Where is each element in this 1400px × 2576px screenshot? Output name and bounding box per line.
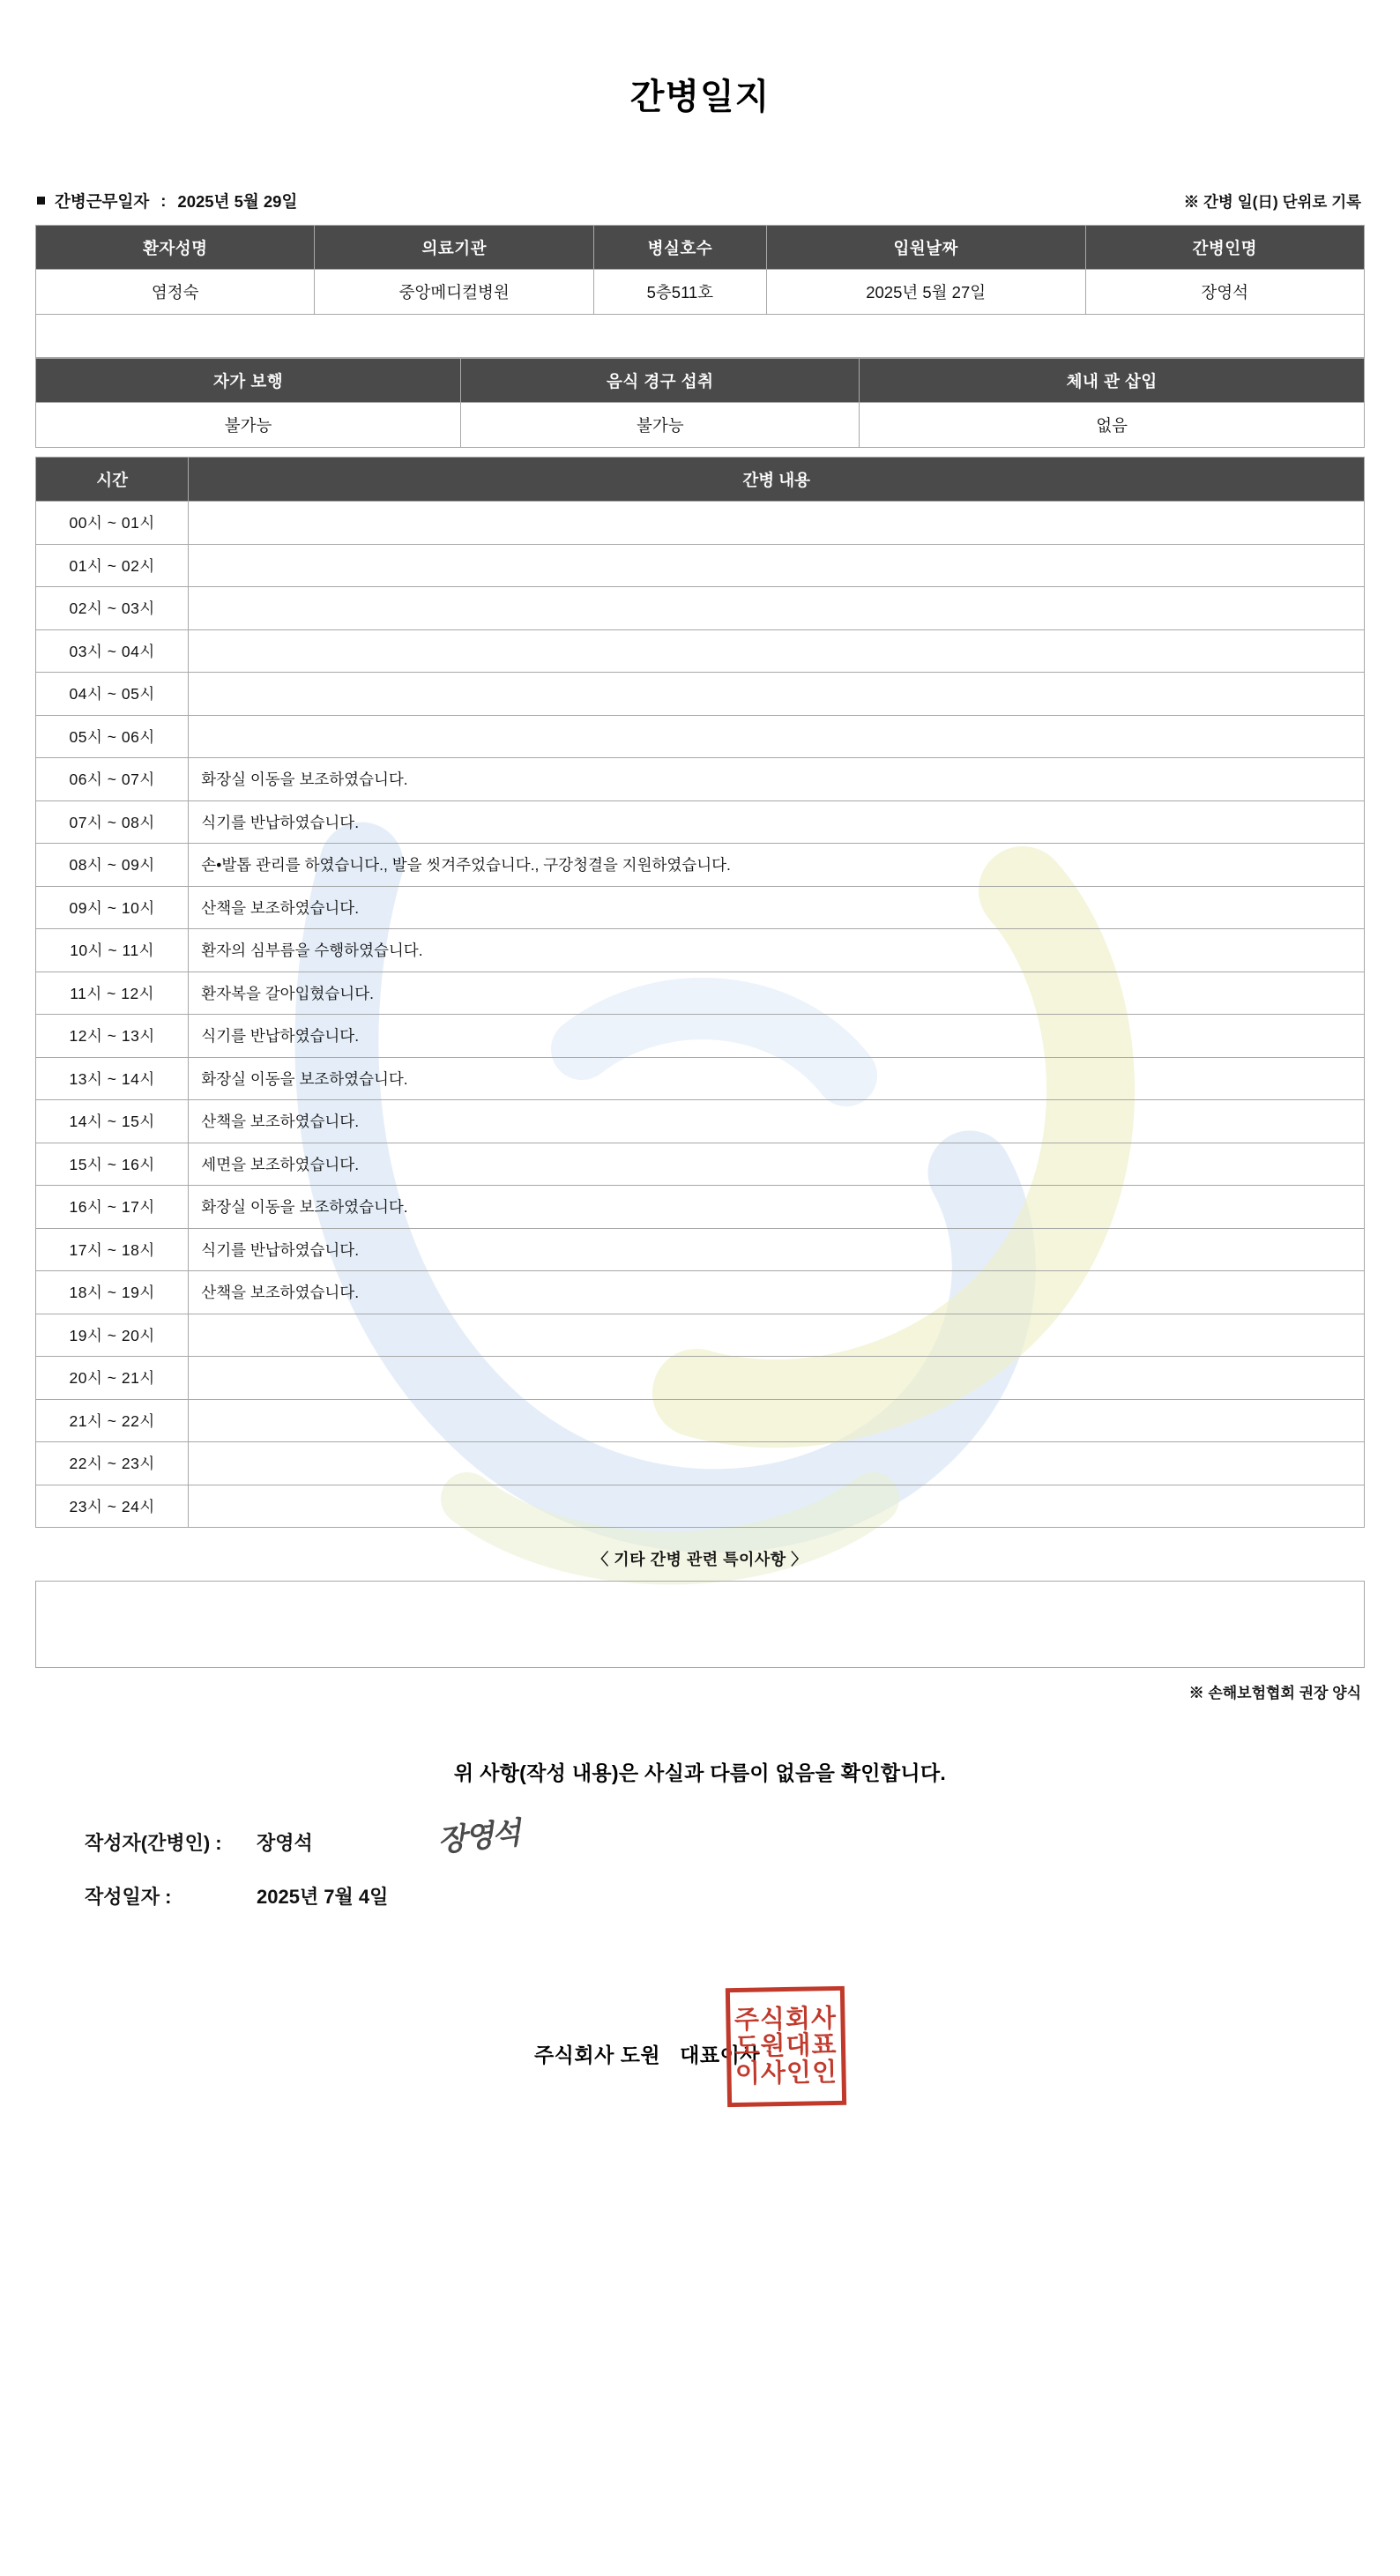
date-line xyxy=(85,1882,1365,1910)
td-oral-intake: 불가능 xyxy=(461,403,860,448)
patient-info-table xyxy=(35,225,1365,358)
cell-note[interactable] xyxy=(189,544,1365,587)
table-row xyxy=(36,1186,1365,1229)
td-caregiver-name: 장영석 xyxy=(1085,270,1364,315)
cell-time: 22시 ~ 23시 xyxy=(36,1442,189,1485)
table-row xyxy=(36,1442,1365,1485)
table-row xyxy=(36,1057,1365,1100)
table-row xyxy=(36,758,1365,801)
td-self-walking: 불가능 xyxy=(36,403,461,448)
table-row xyxy=(36,715,1365,758)
td-patient-name: 염정숙 xyxy=(36,270,315,315)
table-row xyxy=(36,1485,1365,1528)
th-time: 시간 xyxy=(36,458,189,502)
company-role: 대표이사 xyxy=(680,2043,761,2066)
cell-note[interactable]: 식기를 반납하였습니다. xyxy=(189,800,1365,844)
table-row xyxy=(36,544,1365,587)
cell-note[interactable] xyxy=(189,1314,1365,1357)
cell-note[interactable]: 화장실 이동을 보조하였습니다. xyxy=(189,1057,1365,1100)
cell-time: 07시 ~ 08시 xyxy=(36,800,189,844)
table-row xyxy=(36,673,1365,716)
cell-note[interactable] xyxy=(189,1357,1365,1400)
th-internal-tube: 체내 관 삽입 xyxy=(860,359,1365,403)
table-row xyxy=(36,1100,1365,1143)
table-spacer xyxy=(36,315,1365,358)
condition-header-row xyxy=(36,359,1365,403)
company-row xyxy=(35,1978,1365,2111)
condition-table xyxy=(35,358,1365,448)
cell-time: 10시 ~ 11시 xyxy=(36,929,189,972)
cell-time: 00시 ~ 01시 xyxy=(36,502,189,545)
td-internal-tube: 없음 xyxy=(860,403,1365,448)
table-row xyxy=(36,886,1365,929)
write-date-value: 2025년 7월 4일 xyxy=(257,1886,389,1908)
cell-time: 18시 ~ 19시 xyxy=(36,1271,189,1314)
table-row xyxy=(36,1271,1365,1314)
stamp-line-3: 이사인인 xyxy=(734,2058,838,2088)
table-row xyxy=(36,929,1365,972)
work-date-value: 2025년 5월 29일 xyxy=(177,192,298,211)
td-admission-date: 2025년 5월 27일 xyxy=(766,270,1085,315)
cell-note[interactable]: 식기를 반납하였습니다. xyxy=(189,1015,1365,1058)
work-date-separator: : xyxy=(160,191,167,210)
stamp-line-2: 도원대표 xyxy=(734,2031,838,2062)
cell-time: 06시 ~ 07시 xyxy=(36,758,189,801)
signature-block xyxy=(35,1815,1365,1910)
cell-time: 15시 ~ 16시 xyxy=(36,1143,189,1186)
th-oral-intake: 음식 경구 섭취 xyxy=(461,359,860,403)
stamp-line-1: 주식회사 xyxy=(734,2004,838,2035)
form-source-note: ※ 손해보험협회 권장 양식 xyxy=(1188,1685,1361,1701)
cell-note[interactable] xyxy=(189,1442,1365,1485)
th-self-walking: 자가 보행 xyxy=(36,359,461,403)
table-row xyxy=(36,844,1365,887)
cell-note[interactable] xyxy=(189,587,1365,630)
cell-note[interactable]: 환자의 심부름을 수행하였습니다. xyxy=(189,929,1365,972)
bullet-square-icon xyxy=(37,197,45,205)
cell-time: 16시 ~ 17시 xyxy=(36,1186,189,1229)
cell-note[interactable] xyxy=(189,1399,1365,1442)
th-care-content: 간병 내용 xyxy=(189,458,1365,502)
remarks-caption: 〈 기타 간병 관련 특이사항 〉 xyxy=(592,1551,808,1568)
remarks-input[interactable] xyxy=(35,1581,1365,1668)
company-seal-stamp xyxy=(726,1986,846,2107)
signature-handwriting: 장영석 xyxy=(436,1815,521,1859)
table-row xyxy=(36,972,1365,1015)
td-room-number: 5층511호 xyxy=(593,270,766,315)
work-date-label: 간병근무일자 xyxy=(55,192,150,211)
cell-time: 23시 ~ 24시 xyxy=(36,1485,189,1528)
hourly-log-table xyxy=(35,457,1365,1528)
table-row xyxy=(36,1357,1365,1400)
cell-note[interactable] xyxy=(189,673,1365,716)
cell-note[interactable]: 화장실 이동을 보조하였습니다. xyxy=(189,758,1365,801)
table-row xyxy=(36,502,1365,545)
cell-time: 21시 ~ 22시 xyxy=(36,1399,189,1442)
cell-note[interactable]: 손•발톱 관리를 하였습니다., 발을 씻겨주었습니다., 구강청결을 지원하였습니다. xyxy=(189,844,1365,887)
th-patient-name: 환자성명 xyxy=(36,226,315,270)
meta-row xyxy=(35,190,1365,212)
patient-info-header-row xyxy=(36,226,1365,270)
table-row xyxy=(36,1228,1365,1271)
cell-time: 14시 ~ 15시 xyxy=(36,1100,189,1143)
table-row xyxy=(36,629,1365,673)
cell-note[interactable] xyxy=(189,1485,1365,1528)
table-row xyxy=(36,587,1365,630)
writer-label: 작성자(간병인) : xyxy=(85,1832,222,1854)
th-hospital: 의료기관 xyxy=(315,226,593,270)
cell-time: 12시 ~ 13시 xyxy=(36,1015,189,1058)
cell-note[interactable]: 세면을 보조하였습니다. xyxy=(189,1143,1365,1186)
unit-note: ※ 간병 일(日) 단위로 기록 xyxy=(1183,193,1361,211)
work-date-group xyxy=(37,190,297,212)
cell-time: 01시 ~ 02시 xyxy=(36,544,189,587)
cell-time: 08시 ~ 09시 xyxy=(36,844,189,887)
cell-note[interactable] xyxy=(189,715,1365,758)
table-row xyxy=(36,1143,1365,1186)
table-row xyxy=(36,1399,1365,1442)
spacer-cell xyxy=(36,315,1365,358)
cell-time: 17시 ~ 18시 xyxy=(36,1228,189,1271)
writer-line xyxy=(85,1815,1365,1859)
table-row xyxy=(36,800,1365,844)
cell-note[interactable] xyxy=(189,502,1365,545)
cell-note[interactable]: 환자복을 갈아입혔습니다. xyxy=(189,972,1365,1015)
cell-time: 05시 ~ 06시 xyxy=(36,715,189,758)
table-row xyxy=(36,1314,1365,1357)
cell-note[interactable]: 산책을 보조하였습니다. xyxy=(189,1271,1365,1314)
cell-time: 03시 ~ 04시 xyxy=(36,629,189,673)
company-name: 주식회사 도원 xyxy=(533,2043,661,2066)
cell-time: 09시 ~ 10시 xyxy=(36,886,189,929)
th-admission-date: 입원날짜 xyxy=(766,226,1085,270)
table-row xyxy=(36,1015,1365,1058)
td-hospital: 중앙메디컬병원 xyxy=(315,270,593,315)
writer-name: 장영석 xyxy=(257,1832,313,1854)
th-caregiver-name: 간병인명 xyxy=(1085,226,1364,270)
cell-note[interactable]: 산책을 보조하였습니다. xyxy=(189,1100,1365,1143)
cell-time: 20시 ~ 21시 xyxy=(36,1357,189,1400)
cell-note[interactable] xyxy=(189,629,1365,673)
cell-time: 04시 ~ 05시 xyxy=(36,673,189,716)
hourly-header-row xyxy=(36,458,1365,502)
page-title: 간병일지 xyxy=(629,78,771,116)
cell-note[interactable]: 화장실 이동을 보조하였습니다. xyxy=(189,1186,1365,1229)
cell-note[interactable]: 식기를 반납하였습니다. xyxy=(189,1228,1365,1271)
confirmation-statement: 위 사항(작성 내용)은 사실과 다름이 없음을 확인합니다. xyxy=(453,1761,947,1784)
cell-time: 02시 ~ 03시 xyxy=(36,587,189,630)
condition-value-row xyxy=(36,403,1365,448)
th-room-number: 병실호수 xyxy=(593,226,766,270)
cell-note[interactable]: 산책을 보조하였습니다. xyxy=(189,886,1365,929)
write-date-label: 작성일자 : xyxy=(85,1886,172,1908)
cell-time: 13시 ~ 14시 xyxy=(36,1057,189,1100)
cell-time: 19시 ~ 20시 xyxy=(36,1314,189,1357)
cell-time: 11시 ~ 12시 xyxy=(36,972,189,1015)
patient-info-value-row xyxy=(36,270,1365,315)
